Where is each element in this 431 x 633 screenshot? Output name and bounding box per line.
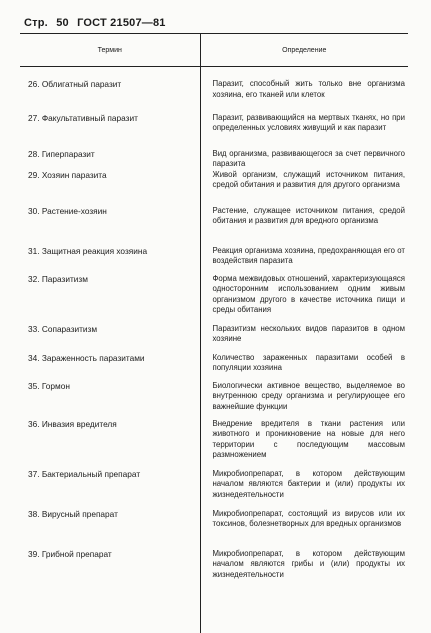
standard-number: ГОСТ 21507—81 [77, 17, 166, 29]
table-row [20, 324, 408, 353]
definition-cell: Живой организм, служащий источником питания, средой обитания и развития для другого организма [212, 169, 405, 189]
column-header-definition: Определение [200, 34, 408, 67]
table-row [20, 206, 408, 246]
definition-cell-empty [200, 589, 408, 633]
table-row [20, 469, 408, 509]
page-header [24, 17, 171, 29]
term-cell: 35. Гормон [20, 381, 200, 419]
term-cell: 33. Сопаразитизм [20, 324, 200, 353]
term-cell: 36. Инвазия вредителя [20, 419, 200, 469]
table-row [20, 113, 408, 149]
term-cell: 31. Защитная реакция хозяина [20, 246, 200, 274]
term-cell: 29. Хозяин паразита [20, 170, 200, 206]
page-label: Стр. [24, 17, 48, 29]
term-cell: 37. Бактериальный препарат [20, 469, 200, 509]
definition-cell: Паразит, способный жить только вне организма хозяина, его тканей или клеток [212, 79, 405, 99]
table-row [20, 509, 408, 549]
term-cell: 34. Зараженность паразитами [20, 353, 200, 381]
term-cell: 32. Паразитизм [20, 274, 200, 324]
term-cell: 38. Вирусный препарат [20, 509, 200, 549]
definition-cell: Паразит, развивающийся на мертвых тканях, но при определенных условиях живущий и как паразит [212, 112, 405, 132]
definition-cell: Микробиопрепарат, в котором действующим началом являются бактерии и (или) продукты их жизнедеятельности [212, 468, 405, 499]
term-cell: 27. Факультативный паразит [20, 113, 200, 149]
term-cell: 28. Гиперпаразит [20, 149, 200, 170]
table-row [20, 246, 408, 274]
definition-cell: Вид организма, развивающегося за счет первичного паразита [212, 148, 405, 168]
definition-cell: Форма межвидовых отношений, характеризующаяся односторонним использованием одним живым организмом другого в качестве источника пищи и среды обитания [212, 273, 405, 314]
definition-cell: Внедрение вредителя в ткани растения или животного и проникновение на новые для него территории с последующим массовым размножением [212, 418, 405, 459]
page-number: 50 [56, 17, 69, 29]
definition-cell: Микробиопрепарат, в котором действующим началом являются грибы и (или) продукты их жизнедеятельности [212, 548, 405, 579]
term-cell: 26. Облигатный паразит [20, 67, 200, 113]
table-row [20, 381, 408, 419]
column-header-term: Термин [20, 34, 200, 67]
definition-cell: Растение, служащее источником питания, средой обитания и развития для вредного организма [212, 205, 405, 225]
term-cell: 30. Растение-хозяин [20, 206, 200, 246]
definition-cell: Паразитизм нескольких видов паразитов в одном хозяине [212, 323, 405, 343]
table-row [20, 170, 408, 206]
table-row [20, 149, 408, 170]
term-cell: 39. Грибной препарат [20, 549, 200, 589]
table-row [20, 353, 408, 381]
term-cell-empty [20, 589, 200, 633]
table-row [20, 419, 408, 469]
table-row [20, 274, 408, 324]
terms-table [20, 33, 408, 633]
definition-cell: Микробиопрепарат, состоящий из вирусов или их токсинов, болезнетворных для вредных организмов [212, 508, 405, 528]
definition-cell: Реакция организма хозяина, предохраняющая его от воздействия паразита [212, 245, 405, 265]
table-header-row [20, 34, 408, 67]
definition-cell: Биологически активное вещество, выделяемое во внутреннюю среду организма и регулирующее его важнейшие функции [212, 380, 405, 411]
table-tail [20, 589, 408, 633]
table-row [20, 549, 408, 589]
definition-cell: Количество зараженных паразитами особей в популяции хозяина [212, 352, 405, 372]
table-row [20, 67, 408, 113]
